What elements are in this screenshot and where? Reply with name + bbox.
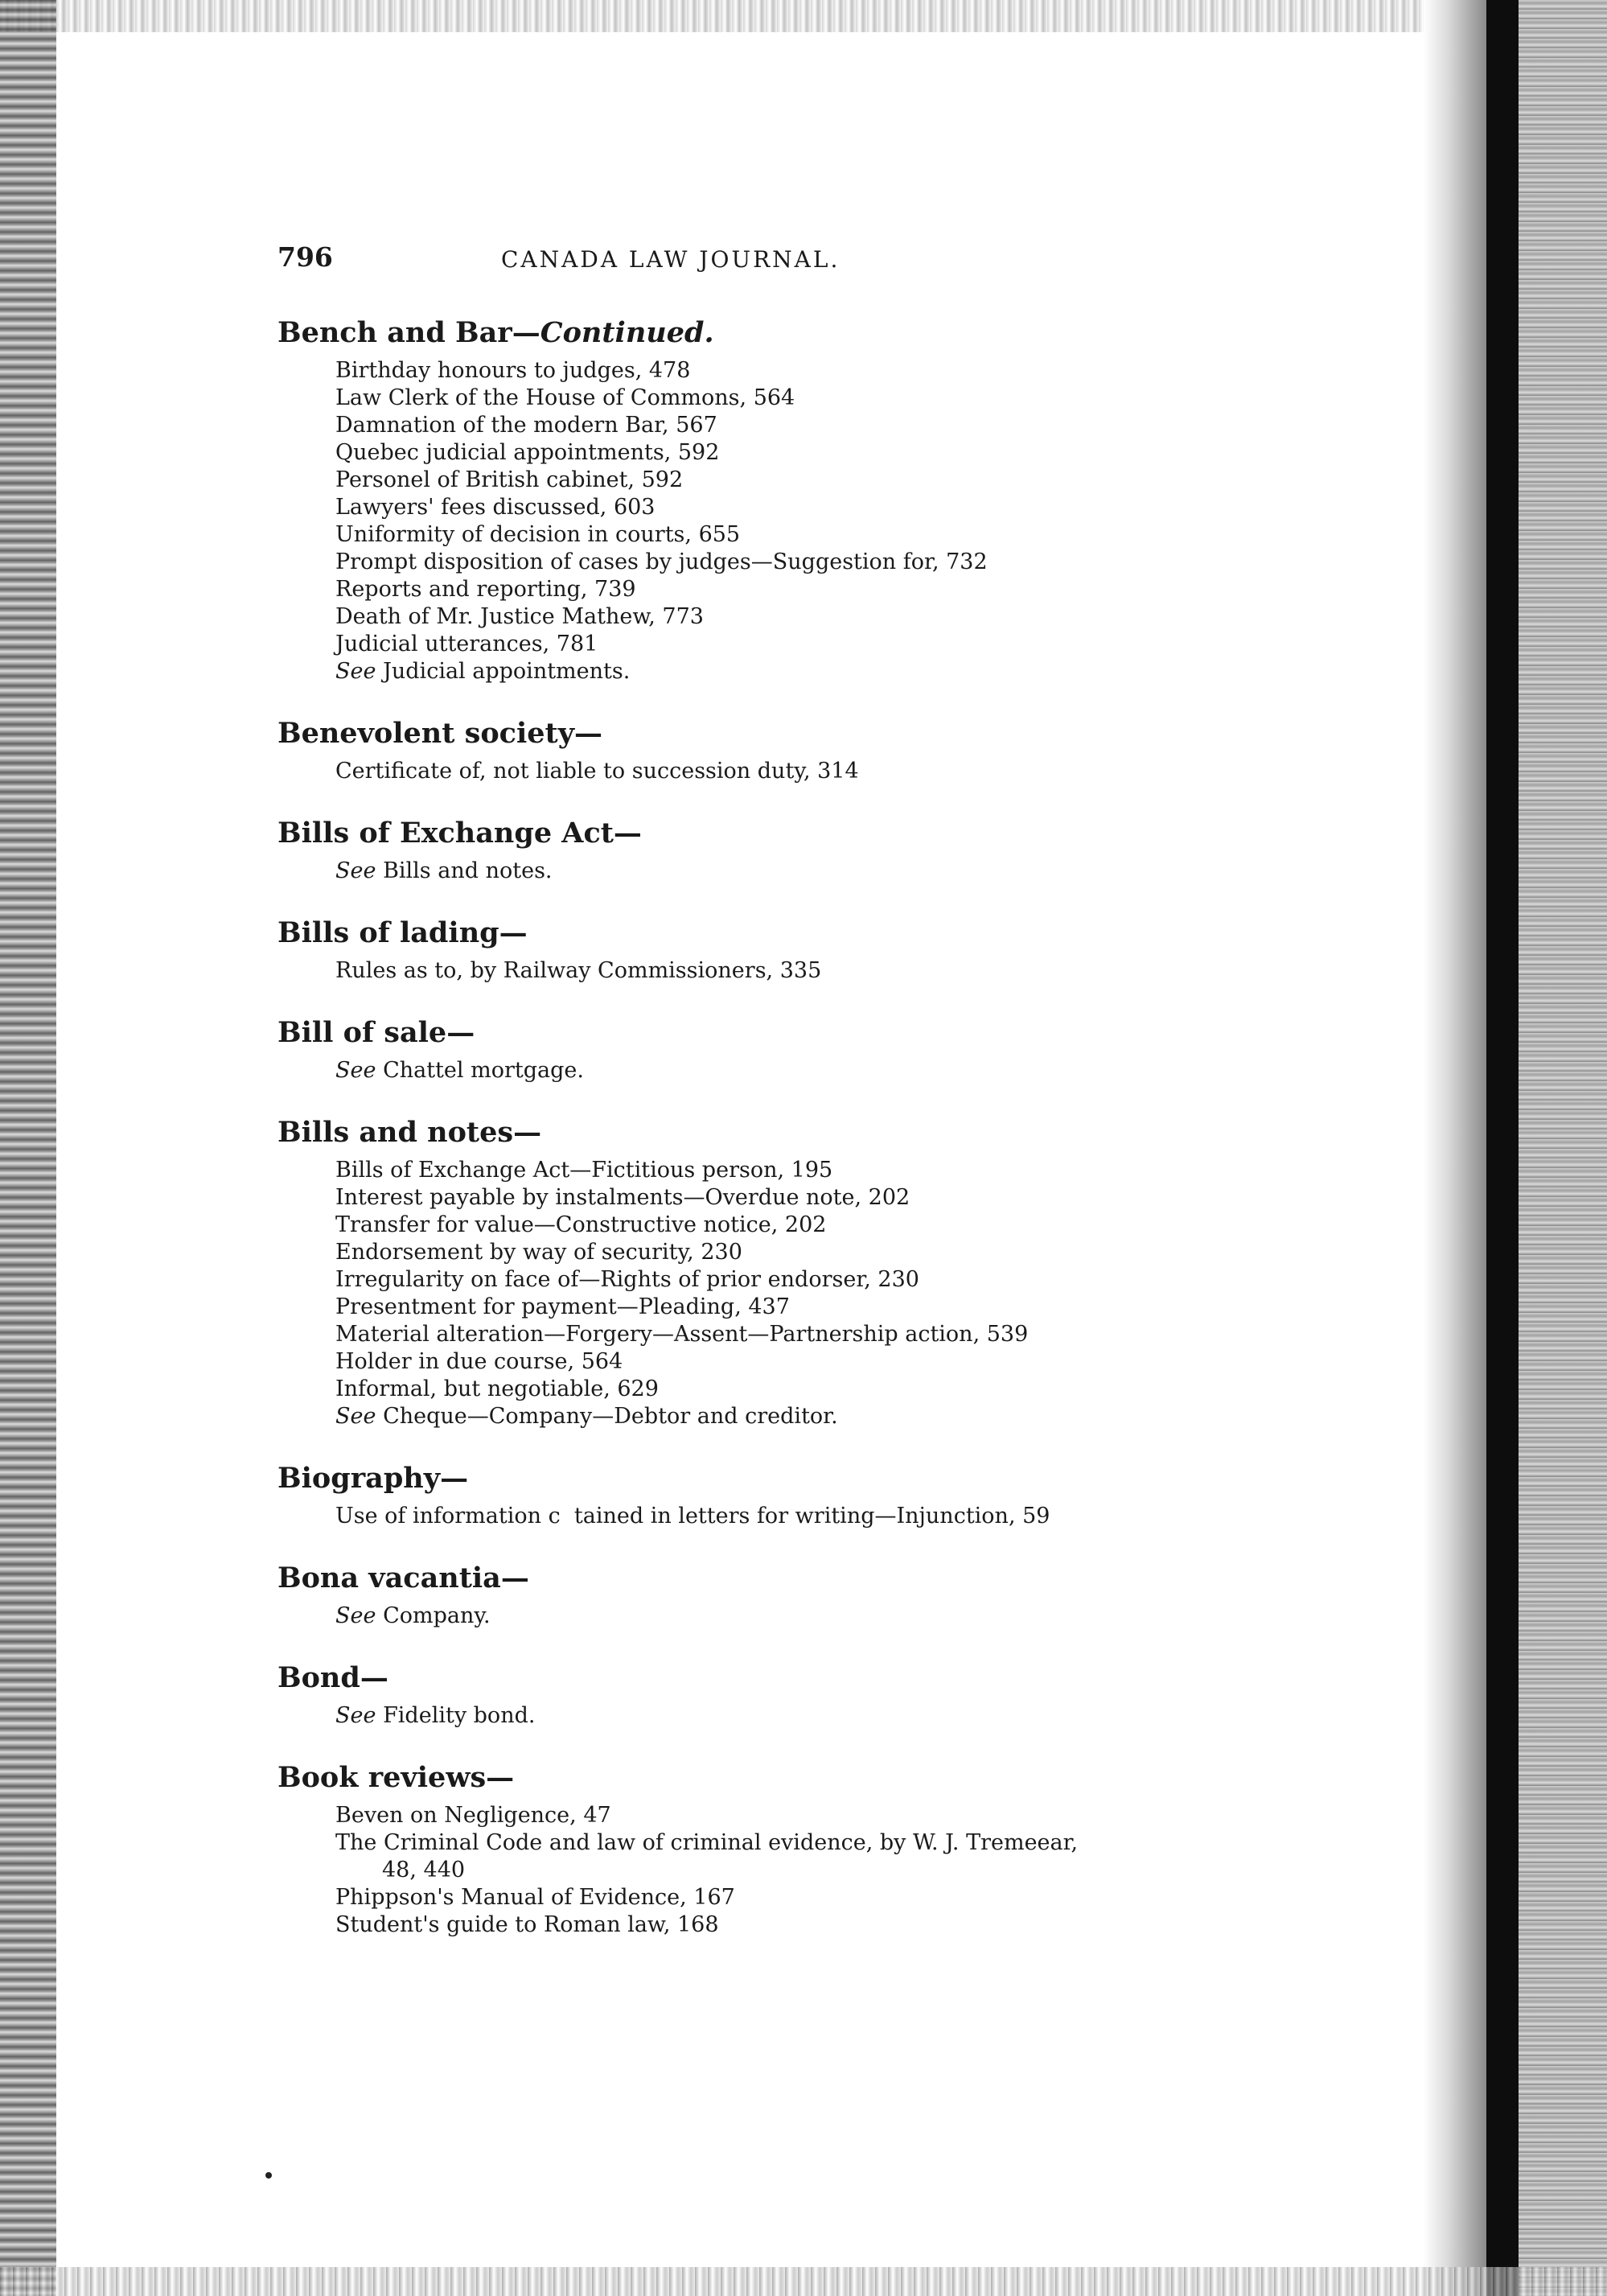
entry-items — [335, 1503, 1267, 1530]
see-reference: See Judicial appointments. — [335, 659, 631, 684]
index-entry-bill-of-sale — [277, 1015, 1267, 1084]
list-item: Presentment for payment—Pleading, 437 — [335, 1294, 790, 1319]
entry-items — [335, 1702, 1267, 1730]
entry-items — [335, 758, 1267, 785]
list-item: Holder in due course, 564 — [335, 1349, 623, 1374]
list-item: Student's guide to Roman law, 168 — [335, 1912, 719, 1937]
list-item: Beven on Negligence, 47 — [335, 1803, 611, 1828]
index-entry-bona-vacantia — [277, 1561, 1267, 1630]
index-entry-bench-and-bar — [277, 315, 1267, 685]
list-item: Prompt disposition of cases by judges—Suggestion for, 732 — [335, 549, 988, 574]
scan-left-edge — [0, 0, 56, 2296]
entry-items — [335, 957, 1267, 985]
list-item: Material alteration—Forgery—Assent—Partnership action, 539 — [335, 1322, 1029, 1347]
list-item-continuation: 48, 440 — [382, 1858, 466, 1882]
list-item: Personel of British cabinet, 592 — [335, 467, 684, 492]
list-item: Damnation of the modern Bar, 567 — [335, 413, 717, 438]
index-entry-bills-and-notes — [277, 1115, 1267, 1430]
list-item: Irregularity on face of—Rights of prior endorser, 230 — [335, 1267, 919, 1292]
list-item: Birthday honours to judges, 478 — [335, 358, 691, 383]
entry-heading: Bond— — [277, 1661, 388, 1694]
running-head: CANADA LAW JOURNAL. — [501, 246, 840, 273]
list-item: Uniformity of decision in courts, 655 — [335, 522, 741, 547]
index-entry-bills-of-exchange-act — [277, 816, 1267, 885]
scan-right-shadow — [1424, 0, 1486, 2296]
list-item: Phippson's Manual of Evidence, 167 — [335, 1885, 735, 1910]
entry-items — [335, 1057, 1267, 1084]
list-item: Use of information c tained in letters for writing—Injunction, 59 — [335, 1504, 1050, 1529]
list-item: Rules as to, by Railway Commissioners, 335 — [335, 958, 822, 983]
list-item: Death of Mr. Justice Mathew, 773 — [335, 604, 704, 629]
list-item: The Criminal Code and law of criminal evidence, by W. J. Tremeear, — [335, 1830, 1079, 1855]
entry-items — [335, 1802, 1267, 1939]
page-header — [277, 241, 1267, 291]
entry-heading: Book reviews— — [277, 1761, 515, 1794]
entry-items — [335, 1157, 1267, 1430]
list-item: Law Clerk of the House of Commons, 564 — [335, 385, 795, 410]
entry-heading: Bills and notes— — [277, 1116, 542, 1149]
entry-items — [335, 858, 1267, 885]
ink-blot — [265, 2172, 272, 2179]
page-number: 796 — [277, 241, 333, 273]
scan-right-edge — [1486, 0, 1607, 2296]
list-item: Reports and reporting, 739 — [335, 577, 636, 602]
list-item: Interest payable by instalments—Overdue note, 202 — [335, 1185, 910, 1210]
index-entry-biography — [277, 1461, 1267, 1530]
entry-heading: Benevolent society— — [277, 717, 603, 750]
see-reference: See Company. — [335, 1603, 491, 1628]
list-item: Endorsement by way of security, 230 — [335, 1240, 742, 1265]
see-reference: See Fidelity bond. — [335, 1703, 536, 1728]
see-reference: See Chattel mortgage. — [335, 1058, 584, 1083]
entry-heading: Biography— — [277, 1462, 469, 1495]
entry-items — [335, 1603, 1267, 1630]
list-item: Informal, but negotiable, 629 — [335, 1376, 659, 1401]
index-entry-bills-of-lading — [277, 916, 1267, 985]
see-reference: See Bills and notes. — [335, 858, 553, 883]
entry-heading: Bills of Exchange Act— — [277, 817, 642, 850]
index-page — [277, 241, 1267, 1969]
list-item: Judicial utterances, 781 — [335, 632, 598, 656]
entry-heading: Bench and Bar—Continued. — [277, 316, 714, 349]
entry-heading: Bona vacantia— — [277, 1562, 529, 1594]
list-item: Quebec judicial appointments, 592 — [335, 440, 720, 465]
index-entry-book-reviews — [277, 1760, 1267, 1939]
list-item: Transfer for value—Constructive notice, 202 — [335, 1212, 827, 1237]
index-entry-bond — [277, 1660, 1267, 1730]
index-entry-benevolent-society — [277, 716, 1267, 785]
list-item: Lawyers' fees discussed, 603 — [335, 495, 656, 520]
see-reference: See Cheque—Company—Debtor and creditor. — [335, 1404, 838, 1429]
entry-heading: Bill of sale— — [277, 1016, 475, 1049]
entry-items — [335, 357, 1267, 685]
list-item: Bills of Exchange Act—Fictitious person, 195 — [335, 1158, 833, 1183]
entry-heading: Bills of lading— — [277, 916, 528, 949]
scan-top-edge — [0, 0, 1607, 32]
scan-bottom-edge — [0, 2267, 1607, 2296]
list-item: Certificate of, not liable to succession duty, 314 — [335, 759, 859, 784]
